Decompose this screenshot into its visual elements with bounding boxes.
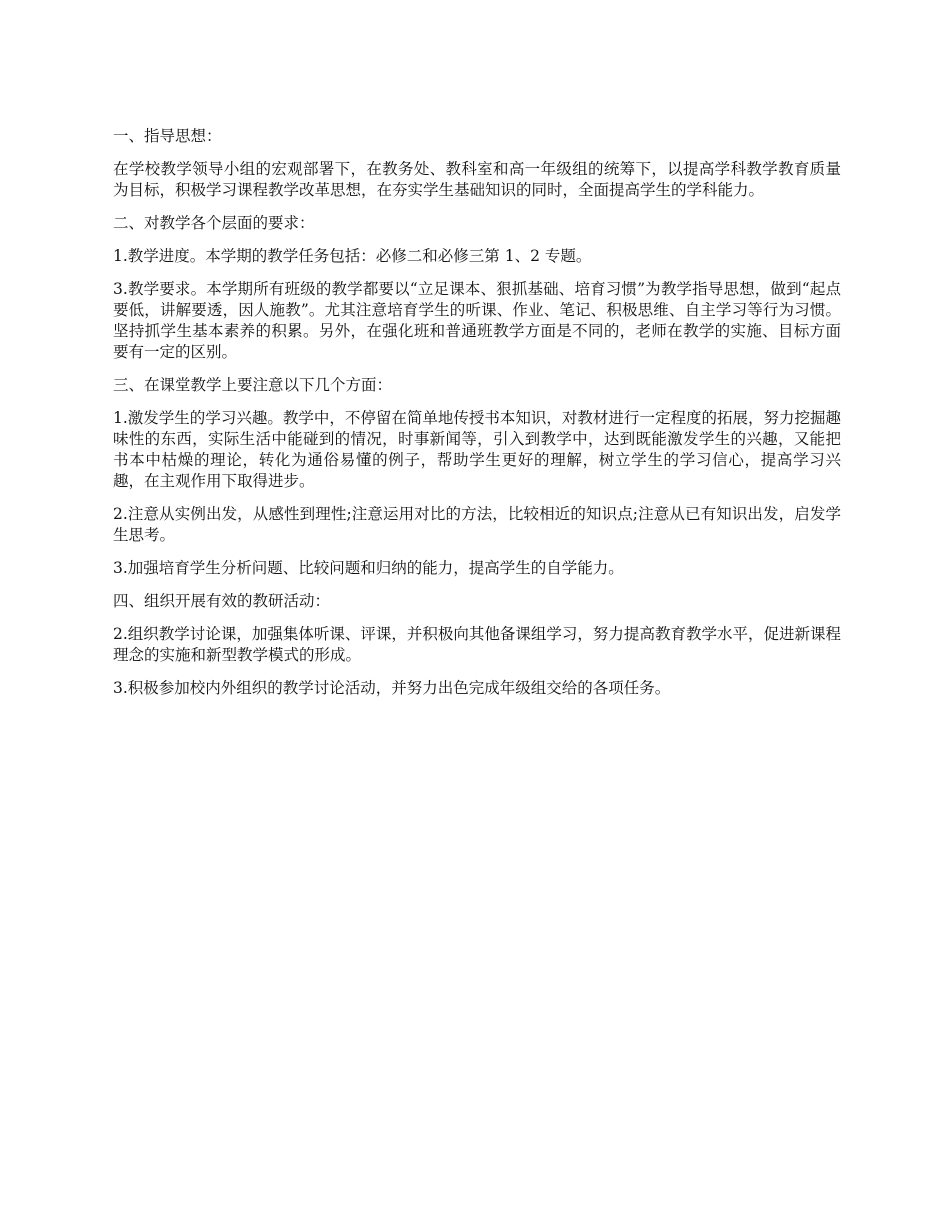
paragraph-from-examples: 2.注意从实例出发，从感性到理性;注意运用对比的方法，比较相近的知识点;注意从已有知识出发，启发学生思考。 xyxy=(113,505,841,544)
section-heading-research-activities: 四、组织开展有效的教研活动： xyxy=(113,592,331,610)
paragraph-teaching-progress: 1.教学进度。本学期的教学任务包括：必修二和必修三第 1、2 专题。 xyxy=(113,247,592,265)
paragraph-guiding-thought: 在学校教学领导小组的宏观部署下，在教务处、教科室和高一年级组的统筹下，以提高学科教学教育质量为目标，积极学习课程教学改革思想，在夯实学生基础知识的同时，全面提高学生的学科能力。 xyxy=(113,160,841,199)
section-heading-teaching-requirements: 二、对教学各个层面的要求： xyxy=(113,214,315,232)
paragraph-discussion-lessons: 2.组织教学讨论课，加强集体听课、评课，并积极向其他备课组学习，努力提高教育教学水平，促进新课程理念的实施和新型教学模式的形成。 xyxy=(113,625,841,664)
section-heading-classroom-teaching: 三、在课堂教学上要注意以下几个方面： xyxy=(113,376,393,394)
paragraph-teaching-requirement: 3.教学要求。本学期所有班级的教学都要以“立足课本、狠抓基础、培育习惯”为教学指导思想，做到“起点要低，讲解要透，因人施教”。尤其注意培育学生的听课、作业、笔记、积极思维、自主学习等行为习惯。坚持抓学生基本素养的积累。另外，在强化班和普通班教学方面是不同的，老师在教学的实施、目标方面要有一定的区别。 xyxy=(113,280,841,361)
document-page xyxy=(113,126,841,711)
paragraph-analysis-ability: 3.加强培育学生分析问题、比较问题和归纳的能力，提高学生的自学能力。 xyxy=(113,559,624,577)
paragraph-external-activities: 3.积极参加校内外组织的教学讨论活动，并努力出色完成年级组交给的各项任务。 xyxy=(113,679,671,697)
section-heading-guiding-thought: 一、指导思想： xyxy=(113,127,222,145)
paragraph-stimulate-interest: 1.激发学生的学习兴趣。教学中，不停留在简单地传授书本知识，对教材进行一定程度的拓展，努力挖掘趣味性的东西，实际生活中能碰到的情况，时事新闻等，引入到教学中，达到既能激发学生的兴趣，又能把书本中枯燥的理论，转化为通俗易懂的例子，帮助学生更好的理解，树立学生的学习信心，提高学习兴趣，在主观作用下取得进步。 xyxy=(113,409,841,490)
